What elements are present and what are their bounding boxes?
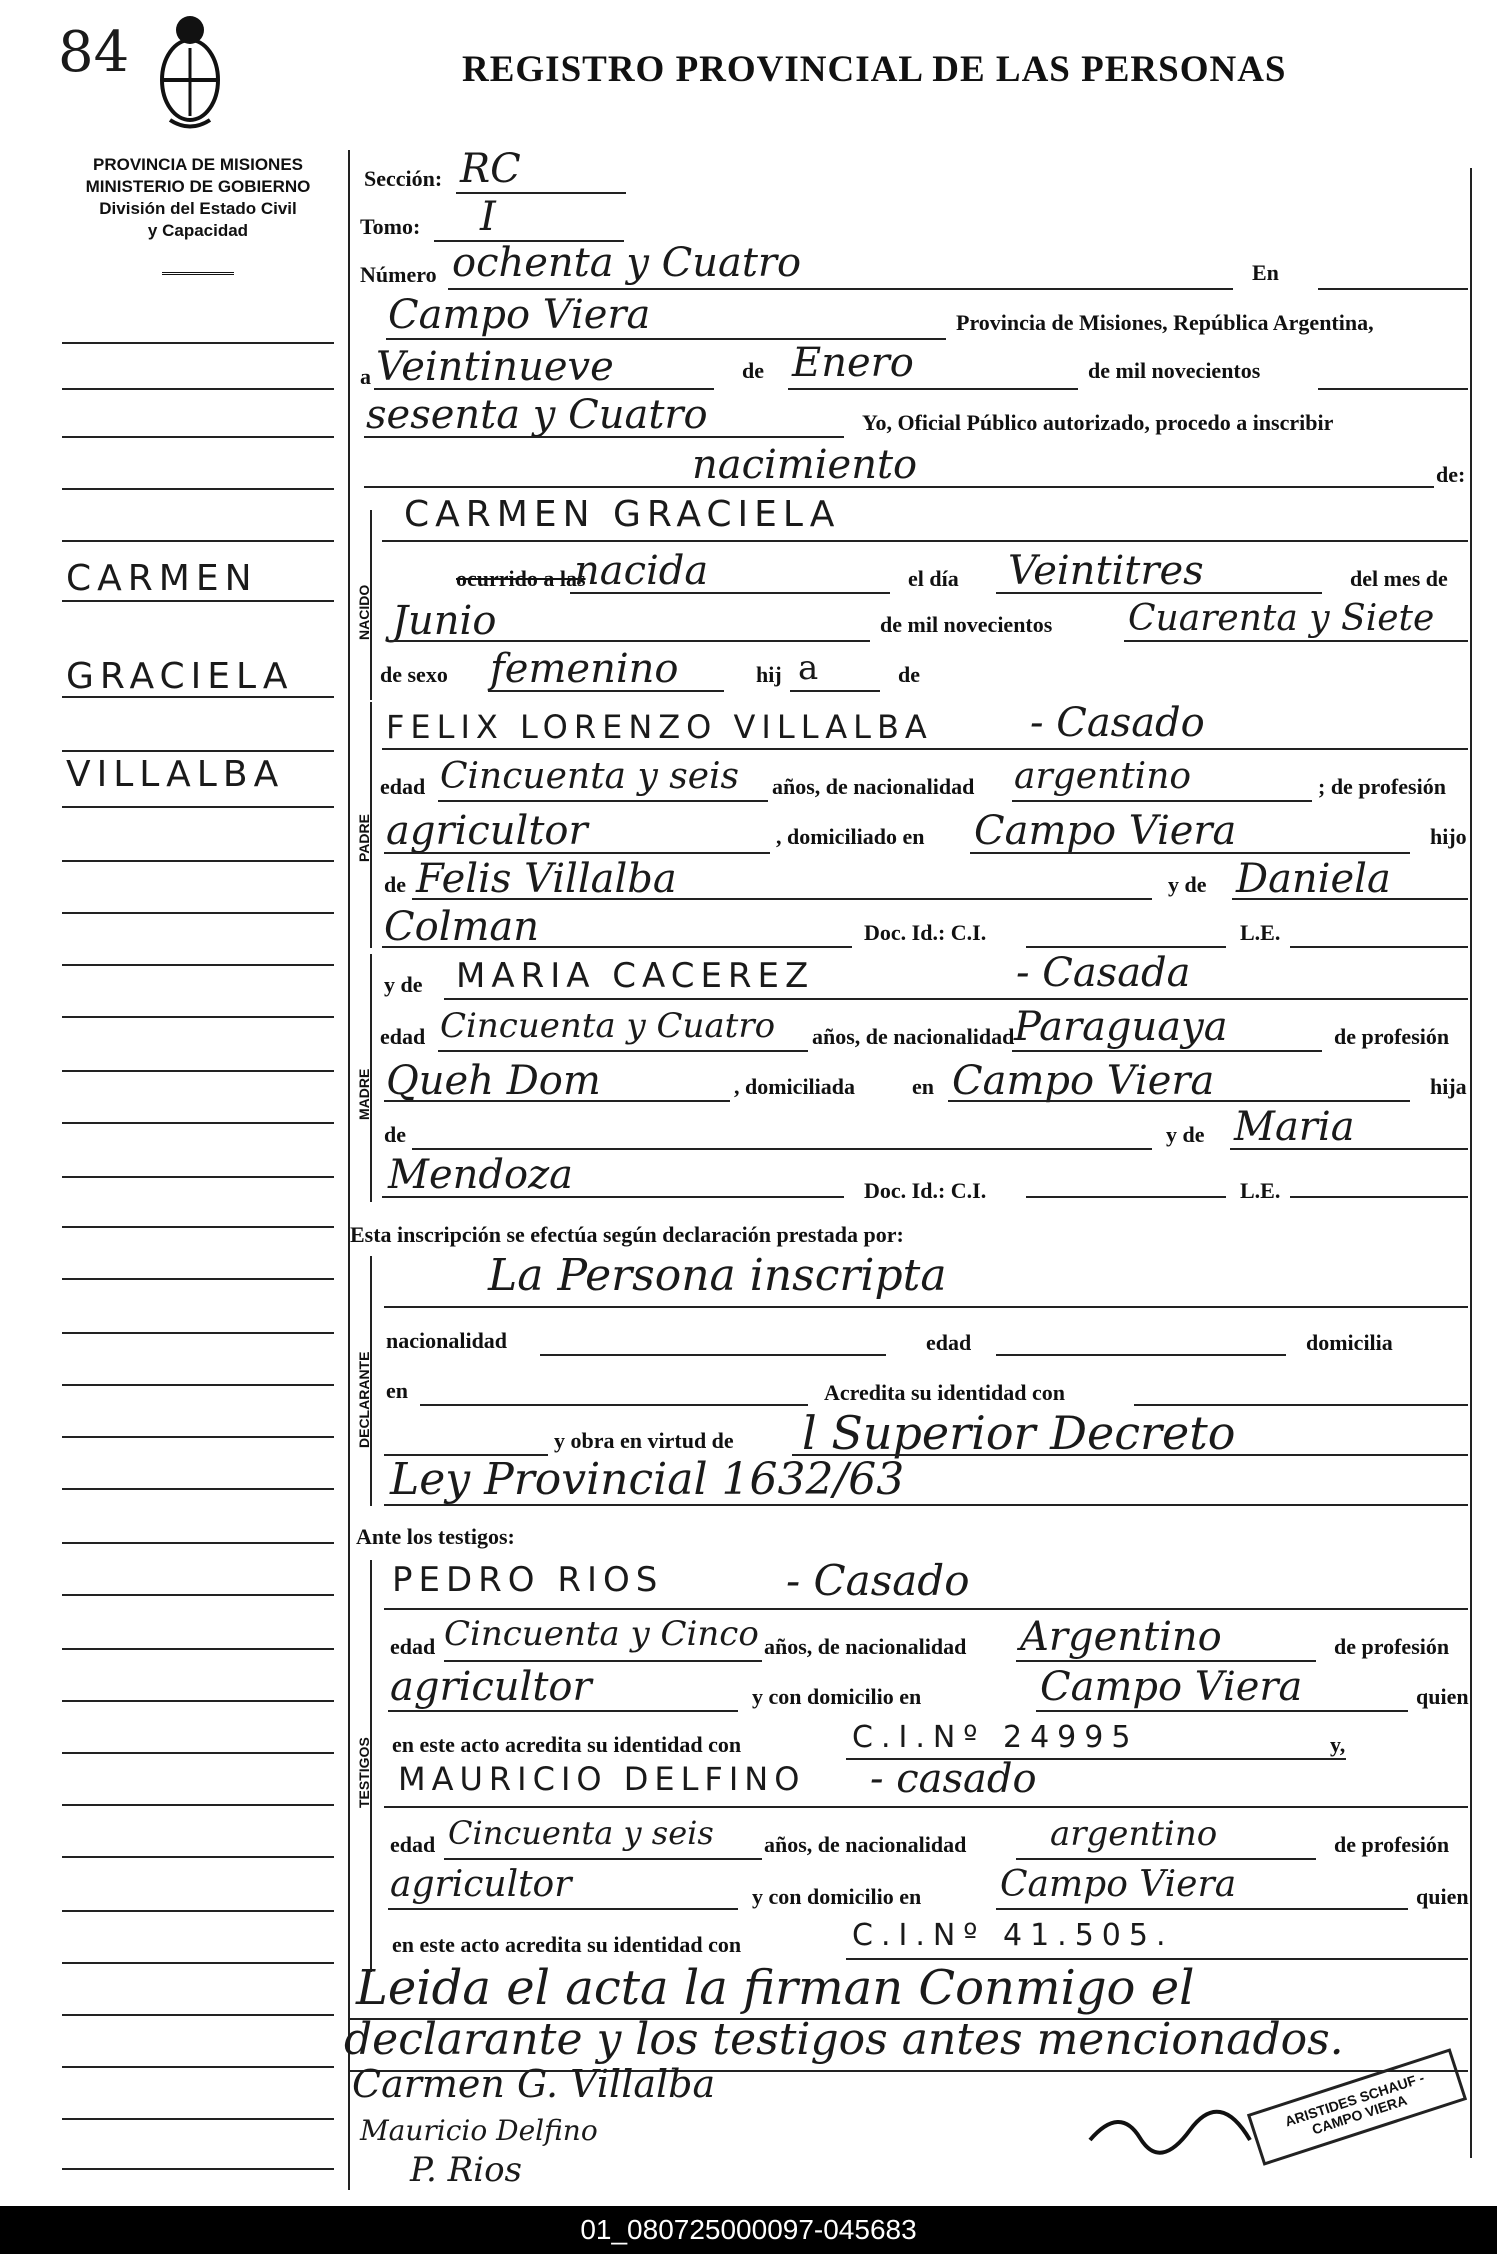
witness1-edad-label: edad [390, 1634, 436, 1659]
officer-text: Yo, Oficial Público autorizado, procedo a inscribir [862, 410, 1334, 435]
act-value: nacimiento [692, 442, 918, 488]
margin-rule [62, 1700, 334, 1702]
declarante-obra-value: l Superior Decreto [802, 1406, 1236, 1460]
year-born-prefix: de mil novecientos [880, 612, 1053, 637]
madre-doc-line [1026, 1196, 1226, 1198]
margin-rule [62, 1804, 334, 1806]
margin-rule [62, 1910, 334, 1912]
witness2-quien-label: quien [1416, 1884, 1469, 1909]
margin-rule [62, 1648, 334, 1650]
padre-nac-value: argentino [1014, 756, 1192, 797]
margin-rule [62, 436, 334, 438]
padre-yde-label: y de [1168, 872, 1207, 897]
witness1-edad-value: Cincuenta y Cinco [444, 1614, 759, 1654]
en-line [1318, 288, 1468, 290]
padre-status: - Casado [1030, 700, 1205, 746]
witness2-status: - casado [870, 1756, 1037, 1802]
margin-rule [62, 964, 334, 966]
witness2-dom-value: Campo Viera [1000, 1864, 1237, 1905]
de-colon: de: [1436, 462, 1466, 487]
hijo-label: hij [756, 662, 782, 687]
margin-rule [62, 1962, 334, 1964]
margin-name-second: GRACIELA [66, 656, 294, 697]
padre-prof-line [384, 852, 770, 854]
madre-prof-label: de profesión [1334, 1024, 1450, 1049]
margin-rule [62, 1542, 334, 1544]
madre-nac-label: años, de nacionalidad [812, 1024, 1015, 1049]
ministry-line-3: División del Estado Civil [99, 199, 297, 218]
witness1-prof-value: agricultor [390, 1664, 592, 1710]
month-value: Enero [792, 340, 914, 386]
nacido-name-line [382, 540, 1468, 542]
madre-yde2-label: y de [1166, 1122, 1205, 1147]
madre-nac-value: Paraguaya [1014, 1004, 1228, 1050]
margin-name-surname: VILLALBA [66, 754, 285, 795]
sexo-label: de sexo [380, 662, 448, 687]
closing-line-1: Leida el acta la firman Conmigo el [356, 1960, 1195, 2016]
margin-rule [62, 860, 334, 862]
witness1-prof-line [388, 1710, 738, 1712]
witness2-nac-label: años, de nacionalidad [764, 1832, 967, 1857]
margin-rule [62, 388, 334, 390]
madre-father-line [412, 1148, 1152, 1150]
seccion-label: Sección: [364, 166, 443, 191]
a-label: a [360, 364, 371, 389]
declarante-ley-line [384, 1504, 1468, 1506]
madre-doc-label: Doc. Id.: C.I. [864, 1178, 987, 1203]
madre-mother-line [1230, 1148, 1468, 1150]
event-line [570, 592, 890, 594]
ministry-block [62, 154, 334, 242]
madre-mother2-line [382, 1196, 844, 1198]
de-label: de [742, 358, 764, 383]
witness1-name-line [384, 1608, 1468, 1610]
witness2-edad-label: edad [390, 1832, 436, 1857]
padre-edad-line [438, 800, 768, 802]
madre-edad-value: Cincuenta y Cuatro [440, 1006, 776, 1046]
madre-dom-value: Campo Viera [952, 1058, 1215, 1104]
padre-edad-label: edad [380, 774, 426, 799]
month-born-value: Junio [392, 598, 497, 644]
en-label: En [1252, 260, 1279, 285]
madre-hija-label: hija [1430, 1074, 1467, 1099]
footer-bar [0, 2206, 1497, 2254]
witness1-status: - Casado [786, 1556, 970, 1605]
footer-id: 01_080725000097-045683 [580, 2214, 917, 2245]
ministry-line-2: MINISTERIO DE GOBIERNO [85, 177, 311, 196]
declarante-edad-label: edad [926, 1330, 972, 1355]
padre-label: PADRE [356, 814, 372, 862]
witness1-edad-line [444, 1660, 762, 1662]
margin-rule [62, 1176, 334, 1178]
official-stamp: ARISTIDES SCHAUF - CAMPO VIERA [1247, 2048, 1467, 2165]
madre-status: - Casada [1016, 950, 1191, 996]
ministry-line-4: y Capacidad [147, 221, 249, 240]
nacido-de-label: de [898, 662, 920, 687]
del-dia-label: el día [908, 566, 959, 591]
padre-edad-value: Cincuenta y seis [440, 756, 740, 797]
hijo-line [790, 690, 880, 692]
padre-name-line [382, 748, 1468, 750]
padre-le-label: L.E. [1240, 920, 1281, 945]
padre-nac-line [1012, 800, 1312, 802]
declarante-nac-label: nacionalidad [386, 1328, 508, 1353]
signature-rios: P. Rios [410, 2150, 522, 2190]
month-born-line [390, 640, 870, 642]
padre-nac-label: años, de nacionalidad [772, 774, 975, 799]
padre-dom-value: Campo Viera [974, 808, 1237, 854]
witness2-dom-label: y con domicilio en [752, 1884, 922, 1909]
witness2-id: C.I.Nº 41.505. [852, 1918, 1174, 1953]
madre-nac-line [1012, 1050, 1322, 1052]
margin-rule [62, 1122, 334, 1124]
witness2-prof-label: de profesión [1334, 1832, 1450, 1857]
madre-mother-value-2: Mendoza [388, 1152, 573, 1198]
witness2-name-line [384, 1806, 1468, 1808]
day-line [374, 388, 714, 390]
closing-line-2: declarante y los testigos antes mencionados. [344, 2014, 1344, 2065]
margin-rule [62, 1856, 334, 1858]
margin-rule [62, 540, 334, 542]
margin-rule [62, 1488, 334, 1490]
year-born-line [1124, 640, 1468, 642]
witness1-nac-line [1016, 1660, 1316, 1662]
margin-rule [62, 2066, 334, 2068]
margin-rule [62, 342, 334, 344]
padre-prof-value: agricultor [386, 808, 588, 854]
year-prefix: de mil novecientos [1088, 358, 1261, 383]
padre-doc-label: Doc. Id.: C.I. [864, 920, 987, 945]
declarante-name-line [384, 1306, 1468, 1308]
right-border [1470, 168, 1472, 2158]
witness2-acredita-label: en este acto acredita su identidad con [392, 1932, 742, 1957]
nacido-label: NACIDO [356, 584, 372, 640]
padre-mother-value-2: Colman [384, 904, 540, 950]
madre-le-line [1290, 1196, 1468, 1198]
struck-text: ocurrido a las [456, 566, 586, 591]
madre-en-label: en [912, 1074, 934, 1099]
event-value: nacida [574, 548, 709, 594]
margin-rule [62, 912, 334, 914]
margin-name-first: CARMEN [66, 558, 258, 599]
national-emblem [150, 8, 230, 138]
witness2-nac-value: argentino [1050, 1814, 1218, 1854]
padre-father-line [412, 898, 1152, 900]
margin-rule [62, 488, 334, 490]
numero-label: Número [360, 262, 437, 287]
act-line [364, 486, 1434, 488]
witness2-prof-value: agricultor [390, 1864, 572, 1905]
padre-dom-line [970, 852, 1410, 854]
margin-rule [62, 2014, 334, 2016]
place-value: Campo Viera [388, 292, 651, 338]
padre-hijo-label: hijo [1430, 824, 1467, 849]
day-born-line [996, 592, 1322, 594]
padre-father-value: Felis Villalba [416, 856, 677, 902]
nacido-name: CARMEN GRACIELA [404, 494, 841, 535]
margin-rule [62, 750, 334, 752]
margin-rule [62, 2118, 334, 2120]
numero-line [448, 288, 1233, 290]
testigos-label: TESTIGOS [356, 1737, 372, 1808]
declarante-name: La Persona inscripta [488, 1250, 947, 1301]
witness1-quien-label: quien [1416, 1684, 1469, 1709]
page-number: 84 [58, 20, 130, 85]
padre-mother2-line [382, 946, 852, 948]
madre-prof-line [384, 1100, 730, 1102]
year-value: sesenta y Cuatro [366, 392, 708, 438]
signature-mauricio: Mauricio Delfino [360, 2114, 598, 2147]
witness2-edad-line [444, 1858, 762, 1860]
numero-value: ochenta y Cuatro [452, 240, 802, 286]
madre-name: MARIA CACEREZ [456, 956, 815, 996]
madre-prof-value: Queh Dom [386, 1058, 601, 1104]
madre-name-line [444, 998, 1468, 1000]
official-signature [1080, 2100, 1260, 2160]
witness1-name: PEDRO RIOS [392, 1560, 664, 1600]
witness2-dom-line [996, 1908, 1408, 1910]
witness1-y-label: y, [1330, 1732, 1346, 1757]
witness1-id: C.I.Nº 24995 [852, 1720, 1139, 1755]
padre-de-label: de [384, 872, 406, 897]
hijo-suffix: a [798, 648, 819, 688]
madre-mother-value: Maria [1234, 1104, 1355, 1150]
declarante-acredita-label: Acredita su identidad con [824, 1380, 1066, 1405]
margin-rule [62, 1070, 334, 1072]
witness1-dom-line [1036, 1710, 1408, 1712]
year-line [364, 436, 844, 438]
left-border [348, 150, 350, 2190]
declarante-obra-label: y obra en virtud de [554, 1428, 734, 1453]
declarante-nac-line [540, 1354, 886, 1356]
signature-carmen: Carmen G. Villalba [352, 2062, 716, 2106]
margin-rule [62, 1384, 334, 1386]
witness2-edad-value: Cincuenta y seis [448, 1814, 714, 1852]
province-text: Provincia de Misiones, República Argentina, [956, 310, 1374, 335]
margin-rule [62, 1226, 334, 1228]
padre-mother-line [1232, 898, 1468, 900]
day-value: Veintinueve [376, 344, 614, 390]
ministry-underline [162, 272, 234, 275]
witness1-dom-value: Campo Viera [1040, 1664, 1303, 1710]
tomo-value: I [480, 194, 496, 240]
witness1-nac-value: Argentino [1020, 1614, 1222, 1660]
witness1-dom-label: y con domicilio en [752, 1684, 922, 1709]
margin-rule [62, 1436, 334, 1438]
tomo-label: Tomo: [360, 214, 421, 239]
madre-de-label: de [384, 1122, 406, 1147]
sexo-line [488, 690, 724, 692]
margin-rule [62, 2168, 334, 2170]
witness2-nac-line [1016, 1858, 1316, 1860]
padre-name: FELIX LORENZO VILLALBA [386, 708, 933, 746]
madre-dom-line [948, 1100, 1410, 1102]
madre-edad-line [438, 1050, 808, 1052]
padre-mother-value: Daniela [1236, 856, 1391, 902]
padre-doc-line [1026, 946, 1226, 948]
padre-le-line [1290, 946, 1468, 948]
declarante-ley-value: Ley Provincial 1632/63 [390, 1454, 905, 1505]
margin-rule [62, 1016, 334, 1018]
witness1-prof-label: de profesión [1334, 1634, 1450, 1659]
madre-label: MADRE [356, 1068, 372, 1120]
margin-rule [62, 600, 334, 602]
declarante-dom-label: domicilia [1306, 1330, 1393, 1355]
declarante-en-line [420, 1404, 808, 1406]
sexo-value: femenino [490, 646, 679, 692]
del-mes-label: del mes de [1350, 566, 1448, 591]
madre-le-label: L.E. [1240, 1178, 1281, 1203]
madre-edad-label: edad [380, 1024, 426, 1049]
padre-dom-label: , domiciliado en [776, 824, 925, 849]
madre-dom-label: , domiciliada [734, 1074, 856, 1099]
madre-yde-label: y de [384, 972, 423, 997]
year-prefix-line [1318, 388, 1468, 390]
year-born-value: Cuarenta y Siete [1128, 598, 1435, 639]
document-title: REGISTRO PROVINCIAL DE LAS PERSONAS [462, 49, 1287, 90]
ministry-line-1: PROVINCIA DE MISIONES [92, 155, 303, 174]
witness1-acredita-label: en este acto acredita su identidad con [392, 1732, 742, 1757]
declarante-label: DECLARANTE [356, 1351, 372, 1448]
seccion-value: RC [460, 146, 521, 192]
margin-rule [62, 1278, 334, 1280]
declarante-intro: Esta inscripción se efectúa según declaración prestada por: [350, 1222, 904, 1247]
witness2-name: MAURICIO DELFINO [398, 1760, 806, 1798]
day-born-value: Veintitres [1008, 548, 1204, 594]
margin-rule [62, 806, 334, 808]
margin-rule [62, 1594, 334, 1596]
margin-rule [62, 1332, 334, 1334]
declarante-en-label: en [386, 1378, 408, 1403]
month-line [788, 388, 1078, 390]
witness2-prof-line [388, 1908, 738, 1910]
padre-prof-label: ; de profesión [1318, 774, 1446, 799]
declarante-edad-line [996, 1354, 1286, 1356]
margin-rule [62, 1752, 334, 1754]
testigos-intro: Ante los testigos: [356, 1524, 515, 1549]
witness1-nac-label: años, de nacionalidad [764, 1634, 967, 1659]
